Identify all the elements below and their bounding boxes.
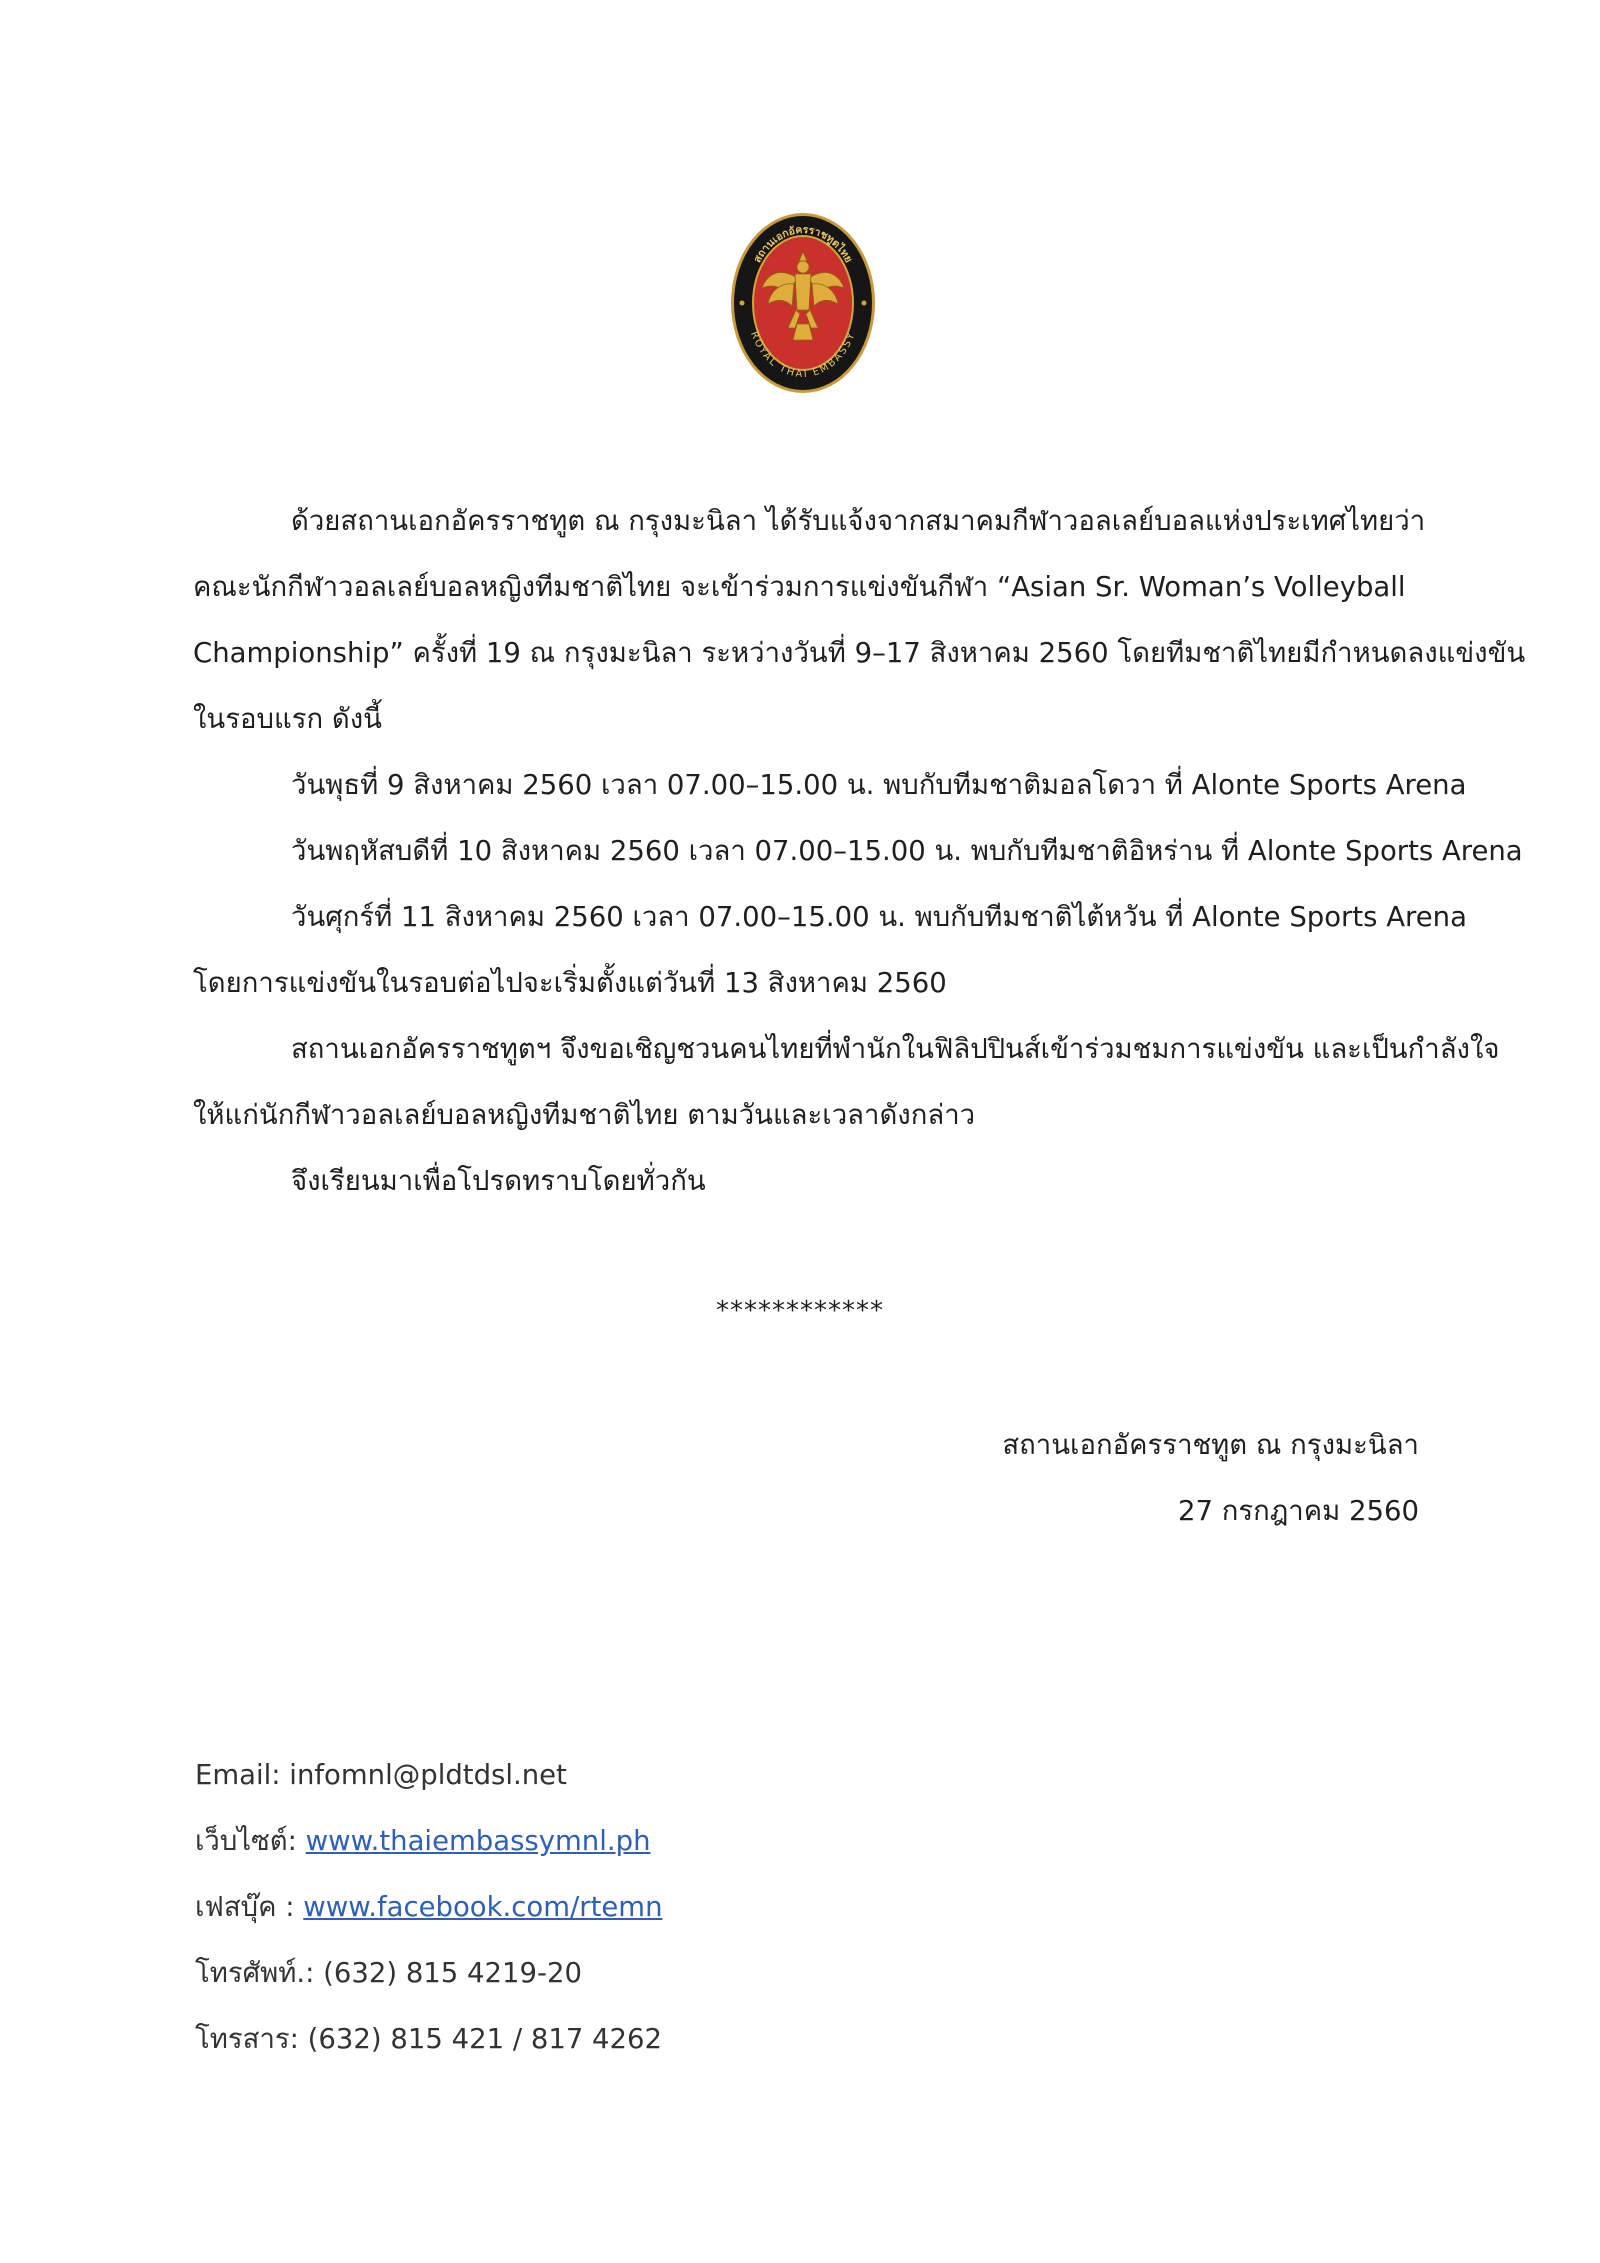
paragraph-1-line-2: คณะนักกีฬาวอลเลย์บอลหญิงทีมชาติไทย จะเข้าร่วมการแข่งขันกีฬา “Asian Sr. Woman’s Volleyball	[193, 571, 1406, 603]
schedule-item-2: วันพฤหัสบดีที่ 10 สิงหาคม 2560 เวลา 07.00–15.00 น. พบกับทีมชาติอิหร่าน ที่ Alonte Sports Arena	[291, 835, 1523, 867]
section-divider: ************	[716, 1296, 884, 1326]
contact-facebook-label: เฟสบุ๊ค :	[195, 1891, 304, 1923]
facebook-link[interactable]: www.facebook.com/rtemn	[303, 1891, 663, 1923]
contact-website-label: เว็บไซต์:	[195, 1825, 306, 1857]
website-link[interactable]: www.thaiembassymnl.ph	[305, 1825, 651, 1857]
schedule-item-3: วันศุกร์ที่ 11 สิงหาคม 2560 เวลา 07.00–15.00 น. พบกับทีมชาติไต้หวัน ที่ Alonte Sports Arena	[291, 901, 1467, 933]
signature-org: สถานเอกอัครราชทูต ณ กรุงมะนิลา	[1002, 1429, 1419, 1461]
signature-date: 27 กรกฎาคม 2560	[1178, 1495, 1419, 1527]
paragraph-3-line-2: ให้แก่นักกีฬาวอลเลย์บอลหญิงทีมชาติไทย ตามวันและเวลาดังกล่าว	[193, 1099, 976, 1131]
paragraph-1-line-4: ในรอบแรก ดังนี้	[193, 703, 382, 735]
contact-website-row	[195, 1808, 663, 1874]
contact-fax: โทรสาร: (632) 815 421 / 817 4262	[195, 2023, 663, 2055]
announcement-body	[193, 488, 1526, 1214]
paragraph-1-line-3: Championship” ครั้งที่ 19 ณ กรุงมะนิลา ระหว่างวันที่ 9–17 สิงหาคม 2560 โดยทีมชาติไทยมีกำหนดลงแข่งขัน	[193, 637, 1526, 669]
contact-info	[195, 1742, 663, 2072]
contact-email: Email: infomnl@pldtdsl.net	[195, 1759, 567, 1791]
emblem-bottom-text: ROYAL THAI EMBASSY	[747, 330, 858, 381]
contact-facebook-row	[195, 1874, 663, 1940]
signature-block	[1002, 1412, 1419, 1544]
contact-phone: โทรศัพท์.: (632) 815 4219-20	[195, 1957, 582, 1989]
paragraph-3-line-1: สถานเอกอัครราชทูตฯ จึงขอเชิญชวนคนไทยที่พำนักในฟิลิปปินส์เข้าร่วมชมการแข่งขัน และเป็นกำลังใจ	[291, 1033, 1500, 1065]
closing-line: จึงเรียนมาเพื่อโปรดทราบโดยทั่วกัน	[291, 1165, 706, 1197]
emblem-top-text: สถานเอกอัครราชทูตไทย	[751, 223, 855, 265]
schedule-item-1: วันพุธที่ 9 สิงหาคม 2560 เวลา 07.00–15.00 น. พบกับทีมชาติมอลโดวา ที่ Alonte Sports Arena	[291, 769, 1467, 801]
paragraph-1-line-1: ด้วยสถานเอกอัครราชทูต ณ กรุงมะนิลา ได้รับแจ้งจากสมาคมกีฬาวอลเลย์บอลแห่งประเทศไทยว่า	[291, 505, 1426, 537]
royal-thai-embassy-emblem	[730, 212, 876, 394]
next-round-note: โดยการแข่งขันในรอบต่อไปจะเริ่มตั้งแต่วันที่ 13 สิงหาคม 2560	[193, 967, 947, 999]
